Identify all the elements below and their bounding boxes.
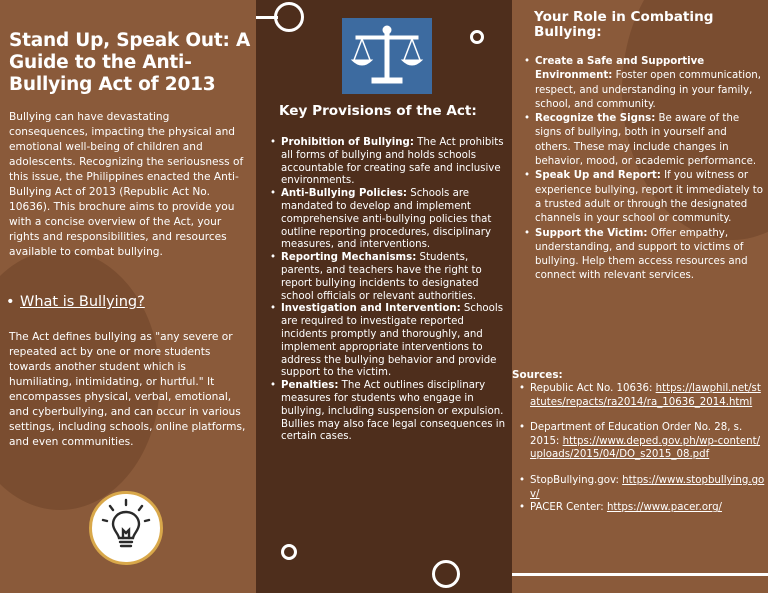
list-item <box>281 137 509 188</box>
source-link[interactable]: https://lawphil.net/statutes/repacts/ra2014/ra_10636_2014.html <box>530 383 761 408</box>
brochure-title: Stand Up, Speak Out: A Guide to the Anti-Bullying Act of 2013 <box>9 30 251 95</box>
list-item <box>530 421 766 462</box>
role-text: Offer empathy, understanding, and support to victims of bullying. Help them access resources and connect with relevant services. <box>535 227 748 282</box>
left-panel <box>0 0 256 593</box>
provision-text: Students, parents, and teachers have the right to report bullying incidents to designated school officials or relevant authorities. <box>281 252 482 302</box>
provision-label: Investigation and Intervention: <box>281 303 461 315</box>
provision-label: Reporting Mechanisms: <box>281 252 417 264</box>
role-text: If you witness or experience bullying, report it immediately to a trusted adult or through the designated channels in your school or community. <box>535 170 764 225</box>
lightbulb-icon <box>89 491 163 565</box>
list-item <box>281 252 509 303</box>
provision-text: Schools are required to investigate reported incidents promptly and thoroughly, and implement appropriate interventions to address the bullying behavior and provide support to the victim. <box>281 303 504 379</box>
source-link[interactable]: https://www.pacer.org/ <box>606 502 722 514</box>
decor-line <box>512 573 768 576</box>
your-role-heading: Your Role in Combating Bullying: <box>534 9 714 40</box>
provision-text: The Act outlines disciplinary measures for students who engage in bullying, including suspension or expulsion. Bullies may also face legal consequences in certain cases. <box>281 380 506 443</box>
list-item <box>535 55 765 112</box>
provision-label: Penalties: <box>281 380 339 392</box>
list-item <box>535 112 765 169</box>
source-name: Republic Act No. 10636: <box>530 383 656 394</box>
decor-ring <box>274 2 304 32</box>
roles-list <box>535 55 765 284</box>
list-item <box>281 188 509 252</box>
list-item <box>535 169 765 226</box>
decor-ring <box>281 544 297 560</box>
bullying-definition: The Act defines bullying as "any severe or repeated act by one or more students towards another student which is humiliating, intimidating, or hurtful." It encompasses physical, verbal, emotional, and cyberbullying, and can occur in various settings, including schools, online platforms, and even communities. <box>9 331 246 448</box>
provision-label: Anti-Bullying Policies: <box>281 188 407 200</box>
source-name: StopBullying.gov: <box>530 474 623 486</box>
source-name: Department of Education Order No. 28, s. 2015: <box>530 422 743 447</box>
list-item <box>281 380 509 444</box>
role-label: Create a Safe and Supportive Environment: <box>535 56 705 82</box>
provision-text: The Act prohibits all forms of bullying and holds schools accountable for creating safe and inclusive environments. <box>281 137 504 187</box>
role-text: Foster open communication, respect, and understanding in your family, school, and community. <box>535 70 761 110</box>
list-item <box>530 474 766 501</box>
role-label: Recognize the Signs: <box>535 113 656 125</box>
source-name: PACER Center: <box>530 502 607 514</box>
decor-ring <box>470 30 484 44</box>
provisions-list <box>281 137 509 444</box>
what-is-bullying-heading: • What is Bullying? <box>20 294 145 310</box>
right-panel <box>512 0 768 593</box>
middle-panel <box>256 0 512 593</box>
intro-paragraph: Bullying can have devastating consequences, impacting the physical and emotional well-being of children and adolescents. Recognizing the seriousness of this issue, the Philippines enacted the Anti-Bullying Act of 2013 (Republic Act No. 10636). This brochure aims to provide you with a concise overview of the Act, your rights and responsibilities, and resources available to combat bullying. <box>9 111 244 258</box>
role-label: Speak Up and Report: <box>535 170 661 182</box>
list-item <box>530 501 766 515</box>
provision-text: Schools are mandated to develop and implement comprehensive anti-bullying policies that outline reporting procedures, disciplinary measures, and interventions. <box>281 188 492 251</box>
role-label: Support the Victim: <box>535 227 648 239</box>
key-provisions-heading: Key Provisions of the Act: <box>279 103 477 119</box>
scales-of-justice-icon <box>342 18 432 94</box>
source-link[interactable]: https://www.deped.gov.ph/wp-content/uploads/2015/04/DO_s2015_08.pdf <box>530 435 761 461</box>
sources-label: Sources: <box>512 369 563 381</box>
role-text: Be aware of the signs of bullying, both in yourself and others. These may include changes in behavior, mood, or academic performance. <box>535 113 757 168</box>
sources-list <box>530 382 766 515</box>
list-item <box>535 227 765 284</box>
list-item <box>281 303 509 380</box>
provision-label: Prohibition of Bullying: <box>281 137 414 148</box>
source-link[interactable]: https://www.stopbullying.gov/ <box>530 474 765 500</box>
list-item <box>530 382 766 409</box>
decor-ring <box>432 560 460 588</box>
